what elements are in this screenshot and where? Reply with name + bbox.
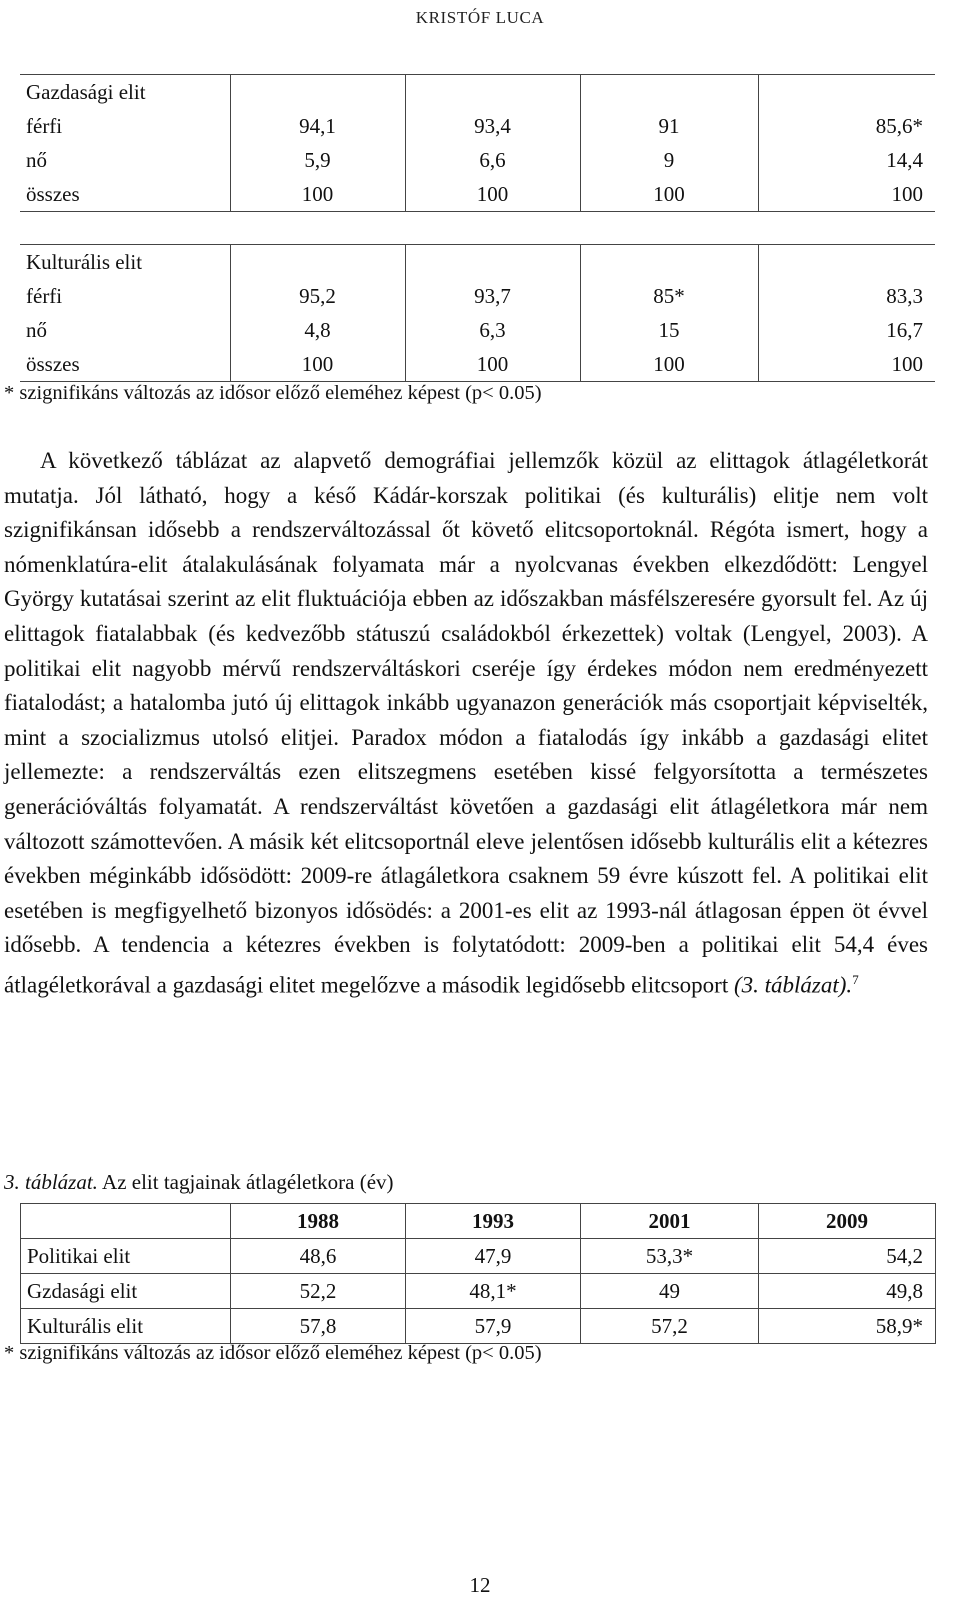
table-header-row	[21, 1204, 936, 1239]
row-label: férfi	[20, 279, 230, 313]
table-row	[20, 279, 935, 313]
table-cell: 49	[581, 1274, 759, 1309]
table-cell: 15	[580, 313, 758, 347]
table-gazdasagi-elit	[20, 74, 935, 212]
table-cell: 14,4	[758, 143, 935, 177]
table-cell: 16,7	[758, 313, 935, 347]
section-title: Kulturális elit	[20, 245, 230, 280]
table-cell: 100	[580, 347, 758, 382]
table-cell: 53,3*	[581, 1239, 759, 1274]
row-label: összes	[20, 177, 230, 212]
table-cell: 93,7	[405, 279, 580, 313]
table-cell: 48,1*	[406, 1274, 581, 1309]
table-cell: 100	[580, 177, 758, 212]
caption-text: Az elit tagjainak átlagéletkora (év)	[102, 1170, 394, 1194]
table-cell: 4,8	[230, 313, 405, 347]
table-cell: 83,3	[758, 279, 935, 313]
table-cell: 100	[758, 177, 935, 212]
footnote-marker: 7	[852, 971, 859, 987]
table-row	[21, 1239, 936, 1274]
table-cell: 100	[405, 177, 580, 212]
table-cell: 94,1	[230, 109, 405, 143]
paragraph-text: A következő táblázat az alapvető demográfiai jellemzők közül az elittagok átlagéletkorát mutatja. Jól látható, hogy a késő Kádár-korszak politikai (és kulturális) elitje nem volt szignifikánsan idősebb a rendszerváltozással őt követő elitcsoportoknál. Régóta ismert, hogy a nómenklatúra-elit átalakulásának folyamata már a nyolcvanas években elkezdődött: Lengyel György kutatásai szerint az elit fluktuációja ebben az időszakban másfélszeresére gyorsult fel. Az új elittagok fiatalabbak (és kedvezőbb státuszú családokból érkezettek) voltak (Lengyel, 2003). A politikai elit nagyobb mérvű rendszerváltáskori cseréje így érdekes módon nem eredményezett fiatalodást; a hatalomba jutó új elittagok inkább ugyanazon generációk más csoportjait képviselték, mint a szocializmus utolsó elitjei. Paradox módon a fiatalodás így inkább a gazdasági elitet jellemezte: a rendszerváltás ezen elitszegmens esetében kissé felgyorsította a természetes generációváltás folyamatát. A rendszerváltást követően a gazdasági elit átlagéletkora már nem változott számottevően. A másik két elitcsoportnál eleve jelentősen idősebb kulturális elit a kétezres években méginkább idősödött: 2009-re átlagáletkora csaknem 59 évre kúszott fel. A politikai elit esetében is megfigyelhető bizonyos idősödés: a 2001-es elit az 1993-nál átlagosan éppen öt évvel idősebb. A tendencia a kétezres években is folytatódott: 2009-ben a politikai elit 54,4 éves átlagéletkorával a gazdasági elitet megelőzve a második legidősebb elitcsoport	[4, 448, 928, 998]
table-row	[21, 1309, 936, 1344]
row-label: összes	[20, 347, 230, 382]
table-row	[20, 109, 935, 143]
table-cell: 85,6*	[758, 109, 935, 143]
table-cell: 57,2	[581, 1309, 759, 1344]
table-cell: 54,2	[759, 1239, 936, 1274]
body-paragraph	[4, 444, 928, 1003]
row-label: Kulturális elit	[21, 1309, 231, 1344]
table-cell: 47,9	[406, 1239, 581, 1274]
table-cell: 57,9	[406, 1309, 581, 1344]
table-cell: 100	[405, 347, 580, 382]
row-label: Gzdasági elit	[21, 1274, 231, 1309]
table-row	[20, 347, 935, 382]
row-label: férfi	[20, 109, 230, 143]
table-cell: 57,8	[231, 1309, 406, 1344]
table-row	[20, 313, 935, 347]
corner-cell	[21, 1204, 231, 1239]
table-cell: 6,6	[405, 143, 580, 177]
row-label: nő	[20, 143, 230, 177]
table-cell: 9	[580, 143, 758, 177]
column-header: 2009	[759, 1204, 936, 1239]
running-head: KRISTÓF LUCA	[415, 8, 545, 27]
column-header: 1993	[406, 1204, 581, 1239]
table-cell: 48,6	[231, 1239, 406, 1274]
table-cell: 100	[230, 177, 405, 212]
row-label: Politikai elit	[21, 1239, 231, 1274]
section-title: Gazdasági elit	[20, 75, 230, 110]
table-cell: 85*	[580, 279, 758, 313]
column-header: 1988	[231, 1204, 406, 1239]
table-cell: 49,8	[759, 1274, 936, 1309]
table-cell: 6,3	[405, 313, 580, 347]
significance-note: * szignifikáns változás az idősor előző eleméhez képest (p< 0.05)	[4, 382, 542, 404]
table-row	[21, 1274, 936, 1309]
table-cell: 95,2	[230, 279, 405, 313]
page-number: 12	[469, 1573, 491, 1597]
column-header: 2001	[581, 1204, 759, 1239]
table-cell: 93,4	[405, 109, 580, 143]
table-caption	[4, 1170, 394, 1195]
table-cell: 91	[580, 109, 758, 143]
table-cell: 5,9	[230, 143, 405, 177]
row-label: nő	[20, 313, 230, 347]
caption-label: 3. táblázat.	[4, 1170, 98, 1194]
table-kulturalis-elit	[20, 244, 935, 382]
table-cell: 100	[758, 347, 935, 382]
table-cell: 58,9*	[759, 1309, 936, 1344]
table-reference: (3. táblázat).	[733, 972, 853, 998]
table-cell: 52,2	[231, 1274, 406, 1309]
significance-note: * szignifikáns változás az idősor előző eleméhez képest (p< 0.05)	[4, 1342, 542, 1364]
table-row	[20, 245, 935, 280]
table-row	[20, 143, 935, 177]
table-cell: 100	[230, 347, 405, 382]
table-row	[20, 75, 935, 110]
table-row	[20, 177, 935, 212]
table-average-age	[20, 1203, 936, 1344]
